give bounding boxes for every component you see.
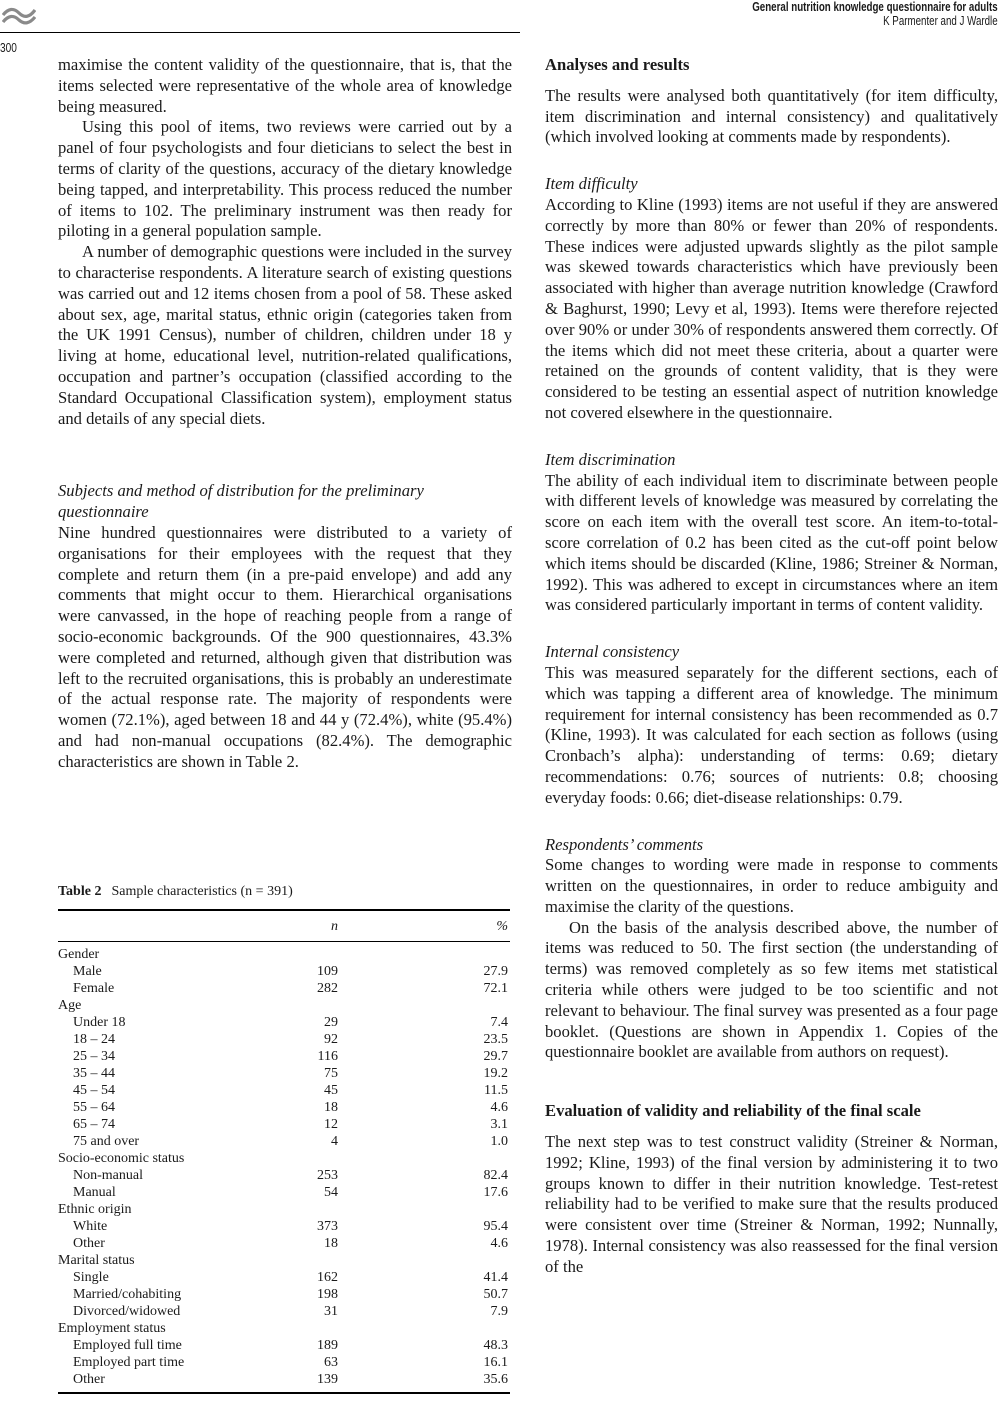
- row-label: 25 – 34: [73, 1049, 115, 1064]
- table-row: [58, 1167, 510, 1184]
- cell-percent: [438, 1252, 510, 1269]
- table-row: [58, 1354, 510, 1371]
- section-heading-evaluation: Evaluation of validity and reliability of the final scale: [545, 1101, 921, 1121]
- row-label: Married/cohabiting: [73, 1287, 182, 1302]
- table-row: [58, 1184, 510, 1201]
- cell-n: 75: [324, 1066, 338, 1081]
- row-label: 18 – 24: [73, 1032, 115, 1047]
- table-bottom-rule: [58, 1392, 510, 1394]
- cell-percent: [438, 1150, 510, 1167]
- table-row: [58, 1235, 510, 1252]
- cell-percent: 35.6: [483, 1372, 508, 1387]
- cell-n: [218, 1320, 438, 1337]
- cell-n: 189: [317, 1338, 338, 1353]
- subheading-internal-consistency: Internal consistency: [545, 642, 680, 662]
- cell-n: 18: [324, 1100, 338, 1115]
- cell-n: 12: [324, 1117, 338, 1132]
- cell-percent: 29.7: [483, 1049, 508, 1064]
- row-label: Employment status: [58, 1321, 166, 1336]
- row-label: 65 – 74: [73, 1117, 115, 1132]
- page-number: 300: [0, 40, 17, 55]
- cell-percent: 95.4: [483, 1219, 508, 1234]
- cell-n: [218, 1252, 438, 1269]
- cell-n: 162: [317, 1270, 338, 1285]
- cell-n: 18: [324, 1236, 338, 1251]
- column-header-percent: %: [496, 918, 508, 934]
- cell-n: 109: [317, 964, 338, 979]
- cell-percent: 17.6: [483, 1185, 508, 1200]
- paragraph: The ability of each individual item to discriminate between people with different levels of knowledge was measured by correlating the score on each item with the overall test score. An item-to-total-score correlation of 0.2 has been cited as the cut-off point below which items should be discarded (Kline, 1986; Streiner & Norman, 1992). This was adhered to except in circumstances where an item was considered particularly important in terms of content validity.: [545, 470, 998, 615]
- journal-title: General nutrition knowledge questionnaire for adults: [752, 0, 998, 14]
- table-row: [58, 1218, 510, 1235]
- row-label: Age: [58, 998, 82, 1013]
- table-row: [58, 1337, 510, 1354]
- header-rule: [0, 32, 520, 33]
- cell-percent: 4.6: [490, 1236, 508, 1251]
- cell-percent: [438, 946, 510, 963]
- table-row: [58, 963, 510, 980]
- table-label: Table 2: [58, 884, 102, 899]
- row-label: Gender: [58, 947, 100, 962]
- subheading-item-difficulty: Item difficulty: [545, 174, 638, 194]
- paragraph: According to Kline (1993) items are not useful if they are answered correctly by more than 80% or fewer than 20% of respondents. These indices were adjusted upwards slightly as the pilot sample was skewed towards characteristics which have previously been associated with higher than average nutrition knowledge (Crawford & Baghurst, 1990; Levy et al, 1993). Items were therefore rejected over 90% or under 30% of respondents answered them correctly. Of the items which did not meet these criteria, about a quarter were retained on the grounds of content validity, that is they were considered to be testing an essential aspect of nutrition knowledge not covered elsewhere in the questionnaire.: [545, 194, 998, 422]
- row-label: 45 – 54: [73, 1083, 115, 1098]
- table-row: [58, 1099, 510, 1116]
- paragraph: The next step was to test construct validity (Streiner & Norman, 1992; Kline, 1993) of the final version by administering it to two groups known to differ in their nutrition knowledge. Test-retest reliability had to be verified to make sure that the results produced were consistent over time (Streiner & Norman, 1992; Nunnally, 1978). Internal consistency was also reassessed for the final version of the: [545, 1132, 998, 1276]
- row-label: 35 – 44: [73, 1066, 115, 1081]
- table-row: [58, 1320, 510, 1337]
- table-row: [58, 1252, 510, 1269]
- row-label: Manual: [73, 1185, 116, 1200]
- left-column: [58, 55, 512, 773]
- column-header-n: n: [331, 918, 338, 934]
- row-label: Under 18: [73, 1015, 126, 1030]
- table-row: [58, 1269, 510, 1286]
- right-column: [545, 55, 998, 1278]
- section-heading-subjects: Subjects and method of distribution for the preliminary questionnaire: [58, 481, 424, 522]
- cell-n: [218, 997, 438, 1014]
- cell-percent: 82.4: [483, 1168, 508, 1183]
- table-row: [58, 946, 510, 963]
- cell-percent: 48.3: [483, 1338, 508, 1353]
- table-caption-text: Sample characteristics (n = 391): [111, 884, 293, 899]
- table-2: [58, 883, 510, 1394]
- publisher-logo-icon: [2, 4, 36, 26]
- paragraph: Nine hundred questionnaires were distributed to a variety of organisations for their employees with the request that they complete and return them (in a pre-paid envelope) and add any comments that might occur to them. Hierarchical organisations were canvassed, in the hope of reaching people from a range of socio-economic backgrounds. Of the 900 questionnaires, 43.3% were completed and returned, although given that distribution was left to the recruited organisations, this is probably an underestimate of the actual response rate. The majority of respondents were women (72.1%), aged between 18 and 44 y (72.4%), white (95.4%) and had non-manual occupations (82.4%). The demographic characteristics are shown in Table 2.: [58, 522, 512, 771]
- row-label: Employed full time: [73, 1338, 182, 1353]
- table-row: [58, 1371, 510, 1388]
- cell-n: 63: [324, 1355, 338, 1370]
- row-label: Marital status: [58, 1253, 135, 1268]
- cell-percent: 4.6: [490, 1100, 508, 1115]
- paragraph: This was measured separately for the different sections, each of which was tapping a different area of knowledge. The minimum requirement for internal consistency has been recommended as 0.7 (Kline, 1993). It was calculated for each section as follows (using Cronbach’s alpha): understanding of terms: 0.69; dietary recommendations: 0.76; sources of nutrients: 0.8; choosing everyday foods: 0.66; diet-disease relationships: 0.79.: [545, 662, 998, 807]
- row-label: 55 – 64: [73, 1100, 115, 1115]
- row-label: Employed part time: [73, 1355, 185, 1370]
- table-row: [58, 1303, 510, 1320]
- paragraph: maximise the content validity of the questionnaire, that is, that the items selected were representative of the whole area of knowledge being measured.: [58, 55, 512, 116]
- row-label: Other: [73, 1372, 105, 1387]
- table-row: [58, 1286, 510, 1303]
- cell-percent: 1.0: [490, 1134, 508, 1149]
- cell-percent: 72.1: [483, 981, 508, 996]
- cell-n: 139: [317, 1372, 338, 1387]
- cell-percent: 19.2: [483, 1066, 508, 1081]
- cell-n: [218, 1150, 438, 1167]
- table-row: [58, 1133, 510, 1150]
- row-label: Female: [73, 981, 115, 996]
- row-label: Non-manual: [73, 1168, 143, 1183]
- table-row: [58, 1065, 510, 1082]
- cell-n: 45: [324, 1083, 338, 1098]
- cell-n: 92: [324, 1032, 338, 1047]
- cell-percent: 11.5: [484, 1083, 508, 1098]
- cell-n: 54: [324, 1185, 338, 1200]
- cell-n: 29: [324, 1015, 338, 1030]
- cell-n: 4: [331, 1134, 338, 1149]
- row-label: Ethnic origin: [58, 1202, 132, 1217]
- row-label: White: [73, 1219, 108, 1234]
- cell-n: 31: [324, 1304, 338, 1319]
- subheading-respondents-comments: Respondents’ comments: [545, 834, 704, 854]
- table-body: [58, 946, 510, 1388]
- row-label: Divorced/widowed: [73, 1304, 181, 1319]
- subheading-item-discrimination: Item discrimination: [545, 449, 676, 469]
- row-label: Other: [73, 1236, 105, 1251]
- cell-percent: 27.9: [483, 964, 508, 979]
- cell-percent: [438, 1201, 510, 1218]
- cell-percent: 50.7: [483, 1287, 508, 1302]
- table-row: [58, 1201, 510, 1218]
- cell-n: 253: [317, 1168, 338, 1183]
- paragraph: Some changes to wording were made in response to comments written on the questionnaires, in order to reduce ambiguity and maximise the clarity of the questions.: [545, 855, 998, 916]
- cell-percent: 3.1: [490, 1117, 508, 1132]
- row-label: 75 and over: [73, 1134, 140, 1149]
- cell-percent: 7.9: [490, 1304, 508, 1319]
- cell-n: 116: [317, 1049, 338, 1064]
- cell-percent: 41.4: [483, 1270, 508, 1285]
- cell-n: [218, 946, 438, 963]
- table-row: [58, 997, 510, 1014]
- cell-percent: [438, 997, 510, 1014]
- row-label: Male: [73, 964, 102, 979]
- paragraph: On the basis of the analysis described above, the number of items was reduced to 50. The first section (the understanding of terms) was removed completely as so few items met statistical criteria while others were judged to be too scientific and not relevant to behaviour. The final survey was presented as a four page booklet. (Questions are shown in Appendix 1. Copies of the questionnaire booklet are available from authors on request).: [545, 917, 998, 1062]
- row-label: Socio-economic status: [58, 1151, 185, 1166]
- table-header-row: [58, 911, 510, 941]
- table-caption: [58, 883, 510, 901]
- cell-n: [218, 1201, 438, 1218]
- cell-percent: 23.5: [483, 1032, 508, 1047]
- cell-n: 373: [317, 1219, 338, 1234]
- paragraph: The results were analysed both quantitatively (for item difficulty, item discrimination and internal consistency) and qualitatively (which involved looking at comments made by respondents).: [545, 85, 998, 147]
- running-authors: K Parmenter and J Wardle: [883, 14, 998, 28]
- cell-n: 198: [317, 1287, 338, 1302]
- row-label: Single: [73, 1270, 109, 1285]
- cell-percent: [438, 1320, 510, 1337]
- table-row: [58, 1014, 510, 1031]
- section-heading-analyses: Analyses and results: [545, 55, 690, 74]
- cell-percent: 16.1: [483, 1355, 508, 1370]
- table-row: [58, 1150, 510, 1167]
- table-row: [58, 1082, 510, 1099]
- cell-n: 282: [317, 981, 338, 996]
- paragraph: A number of demographic questions were included in the survey to characterise respondents. A literature search of existing questions was carried out and 12 items chosen from a pool of 58. These asked about sex, age, marital status, ethnic origin (categories taken from the UK 1991 Census), number of children, children under 18 y living at home, educational level, nutrition-related qualifications, occupation and partner’s occupation (classified according to the Standard Occupational Classification system), employment status and details of any special diets.: [58, 242, 512, 428]
- table-row: [58, 1031, 510, 1048]
- cell-percent: 7.4: [490, 1015, 508, 1030]
- running-header: [683, 0, 998, 28]
- table-row: [58, 980, 510, 997]
- table-row: [58, 1048, 510, 1065]
- table-row: [58, 1116, 510, 1133]
- paragraph: Using this pool of items, two reviews were carried out by a panel of four psychologists and four dieticians to select the best in terms of clarity of the questions, accuracy of the dietary knowledge being tapped, and interpretability. This process reduced the number of items to 102. The preliminary instrument was then ready for piloting in a general population sample.: [58, 117, 512, 241]
